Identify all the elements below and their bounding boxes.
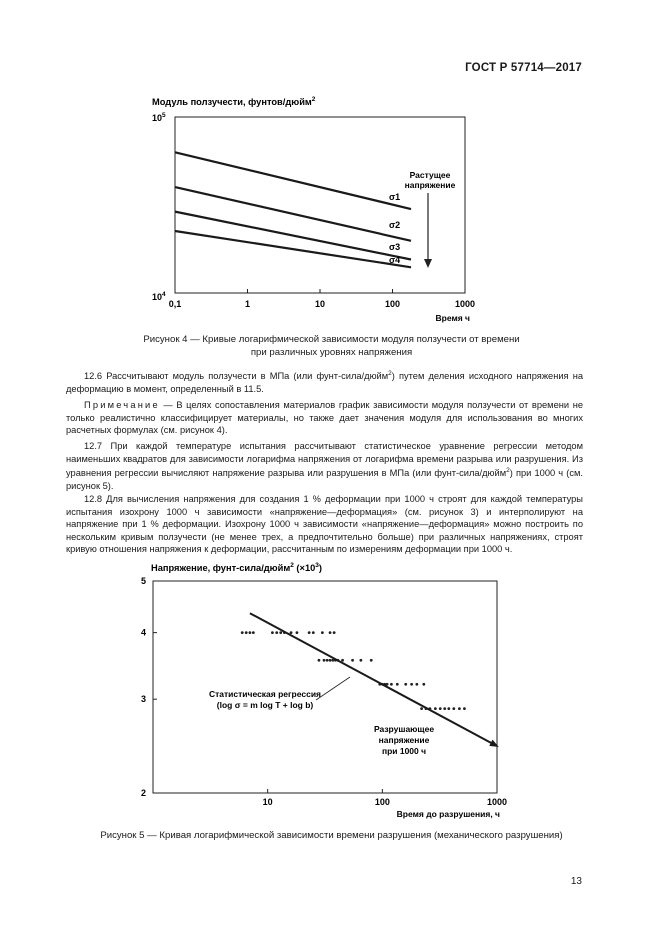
- fig5-data-point: [312, 631, 315, 634]
- fig5-data-point: [386, 683, 389, 686]
- fig4-xlabel: Время ч: [435, 313, 470, 323]
- fig5-data-point: [390, 683, 393, 686]
- fig4-plot-frame: [175, 117, 465, 293]
- figure-5-chart: [0, 555, 661, 825]
- note-label: Примечание: [84, 400, 160, 410]
- fig5-xlabel: Время до разрушения, ч: [396, 809, 500, 819]
- fig4-xtick-label: 1: [244, 299, 251, 309]
- fig5-data-point: [318, 659, 321, 662]
- fig5-ytick-label: 2: [140, 788, 146, 798]
- fig5-regression-formula: (log σ = m log T + log b): [216, 700, 314, 710]
- fig5-data-point: [396, 683, 399, 686]
- fig5-data-point: [279, 631, 282, 634]
- fig5-annot-line3: при 1000 ч: [381, 746, 427, 756]
- fig5-data-point: [415, 683, 418, 686]
- fig5-data-point: [341, 659, 344, 662]
- fig5-annot-line2: напряжение: [378, 735, 430, 745]
- fig4-annot-line1: Растущее: [409, 170, 451, 180]
- fig4-curve-2: [175, 187, 411, 241]
- fig4-arrow-head: [424, 259, 432, 268]
- fig5-data-point: [275, 631, 278, 634]
- fig5-data-point: [359, 659, 362, 662]
- figure-5-caption: Рисунок 5 — Кривая логарифмической зависимости времени разрушения (механического разрушения): [100, 830, 563, 841]
- fig5-data-point: [443, 707, 446, 710]
- fig5-data-point: [333, 631, 336, 634]
- fig4-xtick-label: 10: [314, 299, 326, 309]
- fig4-curve-label-1: σ1: [389, 192, 401, 202]
- fig5-ytick-label: 3: [140, 694, 146, 705]
- fig5-xtick-label: 100: [374, 797, 390, 807]
- fig5-data-point: [245, 631, 248, 634]
- fig5-data-point: [321, 631, 324, 634]
- fig5-ytick-label: 5: [140, 576, 146, 586]
- fig4-curve-label-4: σ4: [389, 255, 401, 265]
- fig5-data-point: [458, 707, 461, 710]
- fig5-data-point: [290, 631, 293, 634]
- fig5-data-point: [323, 659, 326, 662]
- fig4-xtick-label: 1000: [454, 299, 476, 309]
- fig5-data-point: [422, 683, 425, 686]
- paragraph-12-8: 12.8 Для вычисления напряжения для создания 1 % деформации при 1000 ч строят для каждой температуры испытания изохрону 1000 ч зависимости «напряжение—деформация» (см. рисунок 3) и интерполируют на напряжение при 1 % деформации. Изохрону 1000 ч зависимости «напряжение—деформация» можно построить по нескольким кривым ползучести (не менее трех, а предпочтительно больше) при различных напряжениях, строят кривую отношения напряжения к деформации, рассчитанным по измерениям деформации при 1000 ч.: [66, 494, 583, 555]
- fig5-regression-line: [250, 613, 492, 743]
- fig5-data-point: [370, 659, 373, 662]
- fig5-data-point: [410, 683, 413, 686]
- fig4-ylabel: Модуль ползучести, фунтов/дюйм$^2$: [152, 96, 316, 107]
- paragraph-12-7: 12.7 При каждой температуре испытания рассчитывают статистическое уравнение регрессии методом наименьших квадратов для зависимости логарифма напряжения от логарифма времени разрыва или разрушения. Из уравнения регрессии вычисляют напряжение разрыва или разрушения в МПа (или фунт-сила/дюйм$^2$) при 1000 ч (см. рисунок 5).: [66, 441, 583, 491]
- fig5-data-point: [252, 631, 255, 634]
- standard-header: ГОСТ Р 57714—2017: [465, 62, 582, 74]
- fig5-data-point: [404, 683, 407, 686]
- fig5-data-point: [351, 659, 354, 662]
- fig4-ytick-top: $10^5$: [152, 112, 166, 123]
- fig5-data-point: [463, 707, 466, 710]
- fig4-curve-label-3: σ3: [389, 242, 401, 252]
- fig5-data-point: [296, 631, 299, 634]
- fig5-annot-line1: Разрушающее: [373, 724, 435, 734]
- fig5-data-point: [308, 631, 311, 634]
- paragraph-12-6: 12.6 Рассчитывают модуль ползучести в МПа (или фунт-сила/дюйм$^2$) путем деления исходного напряжения на деформацию в момент, определенный в 11.5.: [66, 370, 583, 394]
- fig5-regression-pointer: [316, 677, 350, 700]
- fig4-xtick-label: 100: [384, 299, 401, 309]
- fig5-data-point: [439, 707, 442, 710]
- fig5-data-point: [326, 659, 329, 662]
- page-number: 13: [570, 876, 582, 887]
- fig5-data-point: [447, 707, 450, 710]
- fig5-data-point: [329, 659, 332, 662]
- fig5-ytick-label: 4: [140, 627, 146, 638]
- fig5-data-point: [434, 707, 437, 710]
- fig5-data-point: [420, 707, 423, 710]
- note-paragraph: Примечание — В целях сопоставления материалов график зависимости модуля ползучести от времени не только реалистично классифицирует материалы, но также дает значения модуля для использования во многих расчетных формулах (см. рисунок 4).: [66, 400, 583, 436]
- fig5-data-point: [271, 631, 274, 634]
- fig4-curve-1: [175, 152, 411, 209]
- fig5-ylabel: Напряжение, фунт-сила/дюйм$^2$ $(\times 10^3)$: [151, 562, 323, 573]
- figure-4-chart: [0, 85, 661, 330]
- fig5-regression-title: Статистическая регрессия: [208, 689, 322, 699]
- fig5-data-point: [329, 631, 332, 634]
- fig5-xtick-label: 10: [262, 797, 273, 807]
- fig5-xtick-label: 1000: [486, 797, 508, 807]
- fig4-annot-line2: напряжение: [404, 180, 456, 190]
- fig4-curve-label-2: σ2: [389, 220, 401, 230]
- fig5-data-point: [249, 631, 252, 634]
- fig5-data-point: [241, 631, 244, 634]
- fig4-xtick-label: 0,1: [168, 299, 182, 309]
- fig5-plot-frame: [153, 581, 497, 793]
- fig4-ytick-bottom: $10^4$: [152, 291, 166, 302]
- fig5-data-point: [452, 707, 455, 710]
- figure-4-caption: Рисунок 4 — Кривые логарифмической зависимости модуля ползучести от времени при различных уровнях напряжения: [143, 334, 520, 358]
